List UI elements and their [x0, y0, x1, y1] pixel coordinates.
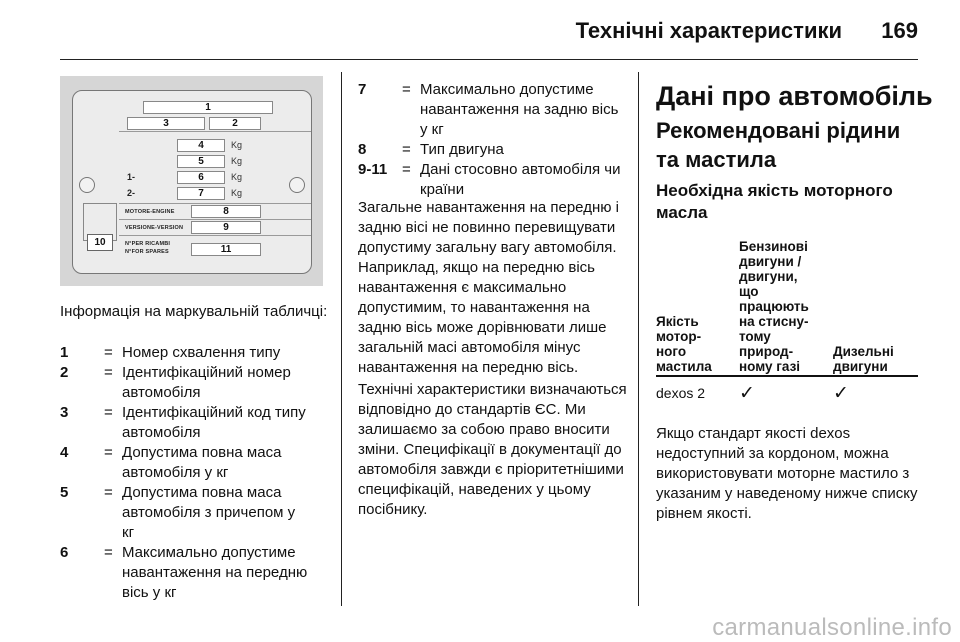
legend-desc: Номер схвалення типу [122, 344, 281, 361]
legend-term: 3 [60, 404, 69, 421]
legend-item [60, 543, 334, 603]
legend-desc: Допустима повна маса автомобіля у кг [122, 444, 282, 481]
legend-term: 8 [358, 141, 367, 158]
specs-standards-paragraph: Технічні характеристики визначаються відповідно до стандартів ЄС. Ми залишаємо за собою право вносити зміни. Специфікації в документації до автомобіля завжди є пріоритетнішими специфікацій, наведених у цьому посібнику. [358, 381, 627, 518]
legend-term: 5 [60, 484, 69, 501]
legend-term: 2 [60, 364, 69, 381]
legend-term: 9-11 [358, 161, 388, 178]
legend-desc: Тип двигуна [420, 141, 504, 158]
plate-divider [119, 235, 311, 236]
plate-field-7: 7 [177, 187, 225, 200]
label-spares-it: N°PER RICAMBI [125, 241, 171, 247]
legend-item [60, 483, 334, 543]
unit-kg: Kg [231, 172, 243, 182]
column-divider-right [638, 72, 639, 606]
plate-divider [119, 131, 311, 132]
legend-desc: Максимально допустиме навантаження на передню вісь у кг [122, 544, 308, 601]
dexos-note-paragraph: Якщо стандарт якості dexos недоступний за кордоном, можна використовувати моторне мастило з указаним у наведеному нижче списку рівнем якості. [656, 425, 918, 522]
unit-kg: Kg [231, 156, 243, 166]
equals-sign: = [104, 444, 113, 461]
header-rule [60, 59, 918, 60]
legend-desc: Ідентифікаційний номер автомобіля [122, 364, 291, 401]
equals-sign: = [104, 344, 113, 361]
plate-intro-text: Інформація на маркувальній табличці: [60, 303, 328, 320]
equals-sign: = [402, 161, 411, 178]
plate-field-2: 2 [209, 117, 261, 130]
col-header-diesel: Дизельні двигуни [833, 344, 894, 374]
heading-vehicle-data: Дані про автомобіль [656, 81, 933, 111]
plate-field-11: 11 [191, 243, 261, 256]
legend-desc: Ідентифікаційний код типу автомобіля [122, 404, 306, 441]
identification-plate-figure [60, 76, 323, 286]
cell-oil-quality: dexos 2 [656, 385, 706, 401]
identification-plate [72, 90, 312, 274]
legend-term: 6 [60, 544, 69, 561]
legend-desc: Дані стосовно автомобіля чи країни [420, 161, 621, 198]
equals-sign: = [104, 544, 113, 561]
legend-item [60, 363, 334, 403]
heading-recommended-fluids: Рекомендовані рідини та мастила [656, 118, 901, 172]
equals-sign: = [104, 364, 113, 381]
plate-legend-list [60, 343, 334, 603]
mounting-hole-right [289, 177, 305, 193]
legend-item [358, 80, 628, 140]
col-header-petrol-cng: Бензинові двигуни / двигуни, що працюють на стисну- тому природ- ному газі [739, 239, 809, 374]
legend-desc: Допустима повна маса автомобіля з причепом у кг [122, 484, 296, 541]
unit-kg: Kg [231, 140, 243, 150]
table-header-rule [656, 375, 918, 377]
label-spares-en: N°FOR SPARES [125, 249, 169, 255]
plate-field-8: 8 [191, 205, 261, 218]
plate-field-10: 10 [87, 234, 113, 251]
mounting-hole-left [79, 177, 95, 193]
plate-field-1: 1 [143, 101, 273, 114]
heading-engine-oil-quality: Необхідна якість моторного масла [656, 181, 893, 222]
equals-sign: = [104, 484, 113, 501]
plate-field-9: 9 [191, 221, 261, 234]
label-motore-engine: MOTORE-ENGINE [125, 209, 175, 215]
plate-field-3: 3 [127, 117, 205, 130]
page-header [60, 0, 918, 60]
column-divider-left [341, 72, 342, 606]
equals-sign: = [104, 404, 113, 421]
legend-item [60, 343, 334, 363]
plate-legend-list-cont [358, 80, 628, 200]
equals-sign: = [402, 81, 411, 98]
plate-divider [119, 203, 311, 204]
plate-divider [119, 219, 311, 220]
plate-field-5: 5 [177, 155, 225, 168]
axle-load-paragraph: Загальне навантаження на передню і задню вісі не повинно перевищувати допустиму загальну вагу автомобіля. Наприклад, якщо на передню вісь навантаження є максимально допустимим, то навантаження на задню вісь може дорівнювати лише загальній масі автомобіля мінус навантаження на передню вісь. [358, 199, 619, 376]
row-mark-2: 2- [127, 188, 136, 198]
legend-item [358, 160, 628, 200]
equals-sign: = [402, 141, 411, 158]
plate-field-4: 4 [177, 139, 225, 152]
row-mark-1: 1- [127, 172, 136, 182]
check-icon-diesel: ✓ [833, 382, 849, 404]
legend-desc: Максимально допустиме навантаження на задню вісь у кг [420, 81, 619, 138]
label-versione-version: VERSIONE-VERSION [125, 225, 184, 231]
page-number: 169 [881, 18, 918, 43]
col-header-oil-quality: Якість мотор- ного мастила [656, 314, 712, 374]
check-icon-petrol: ✓ [739, 382, 755, 404]
unit-kg: Kg [231, 188, 243, 198]
plate-field-6: 6 [177, 171, 225, 184]
legend-term: 1 [60, 344, 69, 361]
legend-term: 7 [358, 81, 367, 98]
section-title: Технічні характеристики [575, 18, 842, 43]
legend-item [358, 140, 628, 160]
watermark: carmanualsonline.info [712, 614, 952, 641]
legend-item [60, 403, 334, 443]
legend-term: 4 [60, 444, 69, 461]
legend-item [60, 443, 334, 483]
